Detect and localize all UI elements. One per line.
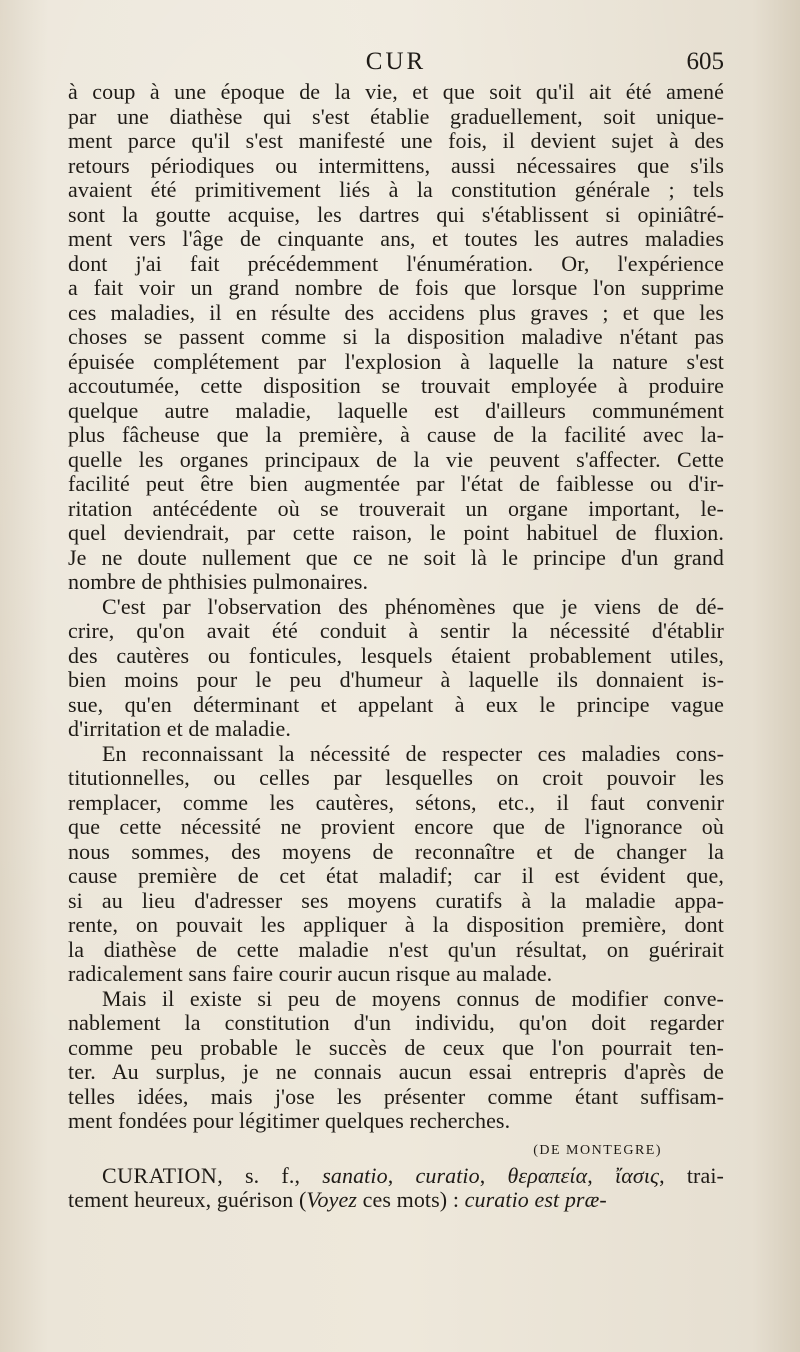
text-line: nablement la constitution d'un individu, qu'on doit regarder	[68, 1010, 724, 1035]
text-line: C'est par l'observation des phénomènes que je viens de dé-	[102, 593, 724, 619]
text-line: cause première de cet état maladif; car il est évident que,	[68, 863, 724, 888]
entry-line2-start: tement heureux, guérison (	[68, 1187, 307, 1212]
text-line: Je ne doute nullement que ce ne soit là le principe d'un grand	[68, 544, 724, 570]
entry-latin-sanatio: sanatio	[322, 1162, 388, 1188]
text-line: d'irritation et de maladie.	[68, 716, 291, 741]
text-line: rente, on pouvait les appliquer à la disposition première, dont	[68, 912, 724, 937]
entry-comma-2: ,	[479, 1162, 508, 1188]
entry-line2-mid: ces mots) :	[357, 1187, 465, 1212]
text-line: ment parce qu'il s'est manifesté une fois, il devient sujet à des	[68, 128, 724, 153]
text-line: à coup à une époque de la vie, et que soit qu'il ait été amené	[68, 79, 724, 104]
page-number: 605	[686, 48, 724, 75]
text-line: par une diathèse qui s'est établie graduellement, soit unique-	[68, 103, 724, 129]
entry-headword: CURATION	[102, 1162, 218, 1188]
entry-voyez: Voyez	[306, 1187, 358, 1212]
author-signature: (DE MONTEGRE)	[533, 1142, 662, 1158]
text-line: En reconnaissant la nécessité de respecter ces maladies cons-	[102, 740, 724, 766]
entry-latin-curatio: curatio	[415, 1162, 480, 1188]
text-line: crire, qu'on avait été conduit à sentir la nécessité d'établir	[68, 618, 724, 643]
text-line: ment fondées pour légitimer quelques recherches.	[68, 1108, 511, 1133]
entry-line-1	[68, 1164, 724, 1189]
text-line: ter. Au surplus, je ne connais aucun essai entrepris d'après de	[68, 1059, 724, 1084]
text-line: retours périodiques ou intermittens, aussi nécessaires que s'ils	[68, 152, 724, 178]
entry-comma-1: ,	[387, 1162, 416, 1188]
text-line: avaient été primitivement liés à la constitution générale ; tels	[68, 177, 724, 202]
text-line: bien moins pour le peu d'humeur à laquelle ils donnaient is-	[68, 667, 724, 692]
text-line: comme peu probable le succès de ceux que l'on pourrait ten-	[68, 1034, 724, 1060]
text-line: nombre de phthisies pulmonaires.	[68, 569, 369, 594]
text-line: a fait voir un grand nombre de fois que lorsque l'on supprime	[68, 275, 724, 300]
text-line: si au lieu d'adresser ses moyens curatifs à la maladie appa-	[68, 887, 724, 913]
text-line: quelle les organes principaux de la vie peuvent s'affecter. Cette	[68, 446, 724, 472]
text-line: sue, qu'en déterminant et appelant à eux le principe vague	[68, 691, 724, 717]
entry-greek-1: θεραπεία	[507, 1162, 588, 1188]
text-line: telles idées, mais j'ose les présenter comme étant suffisam-	[68, 1083, 724, 1109]
page-header	[68, 48, 724, 82]
text-line: dont j'ai fait précédemment l'énumération. Or, l'expérience	[68, 250, 724, 276]
text-line: plus fâcheuse que la première, à cause de la facilité avec la-	[68, 422, 724, 447]
entry-line2-end: curatio est præ-	[464, 1187, 607, 1212]
text-line: accoutumée, cette disposition se trouvait employée à produire	[68, 373, 724, 398]
page-body	[68, 80, 724, 1213]
text-line: titutionnelles, ou celles par lesquelles on croit pouvoir les	[68, 765, 724, 790]
running-head: CUR	[365, 48, 427, 75]
text-line: sont la goutte acquise, les dartres qui s'établissent si opiniâtré-	[68, 201, 724, 227]
text-line: la diathèse de cette maladie n'est qu'un résultat, on guérirait	[68, 936, 724, 962]
text-line: Mais il existe si peu de moyens connus de modifier conve-	[102, 985, 724, 1011]
text-line: que cette nécessité ne provient encore que de l'ignorance où	[68, 814, 724, 839]
text-line: remplacer, comme les cautères, sétons, etc., il faut convenir	[68, 789, 724, 815]
text-line: radicalement sans faire courir aucun risque au malade.	[68, 961, 553, 986]
text-line: épuisée complétement par l'explosion à laquelle la nature s'est	[68, 348, 724, 374]
text-line: facilité peut être bien augmentée par l'état de faiblesse ou d'ir-	[68, 471, 724, 496]
text-line: quelque autre maladie, laquelle est d'ailleurs communément	[68, 397, 724, 423]
text-line: quel deviendrait, par cette raison, le point habituel de fluxion.	[68, 520, 724, 545]
text-line: des cautères ou fonticules, lesquels étaient probablement utiles,	[68, 642, 724, 668]
entry-greek-2: ἴασις	[615, 1162, 660, 1188]
text-line: nous sommes, des moyens de reconnaître et de changer la	[68, 838, 724, 864]
entry-comma-3: ,	[587, 1162, 616, 1188]
text-line: ritation antécédente où se trouverait un organe important, le-	[68, 495, 724, 521]
text-line: ment vers l'âge de cinquante ans, et toutes les autres maladies	[68, 226, 724, 251]
text-line: choses se passent comme si la disposition maladive n'étant pas	[68, 324, 724, 349]
entry-grammar: , s. f.,	[217, 1162, 323, 1188]
text-line: ces maladies, il en résulte des accidens plus graves ; et que les	[68, 299, 724, 325]
paragraphs	[68, 80, 724, 1134]
entry-line1-end: , trai-	[659, 1162, 724, 1188]
entry-line-2	[68, 1188, 724, 1213]
